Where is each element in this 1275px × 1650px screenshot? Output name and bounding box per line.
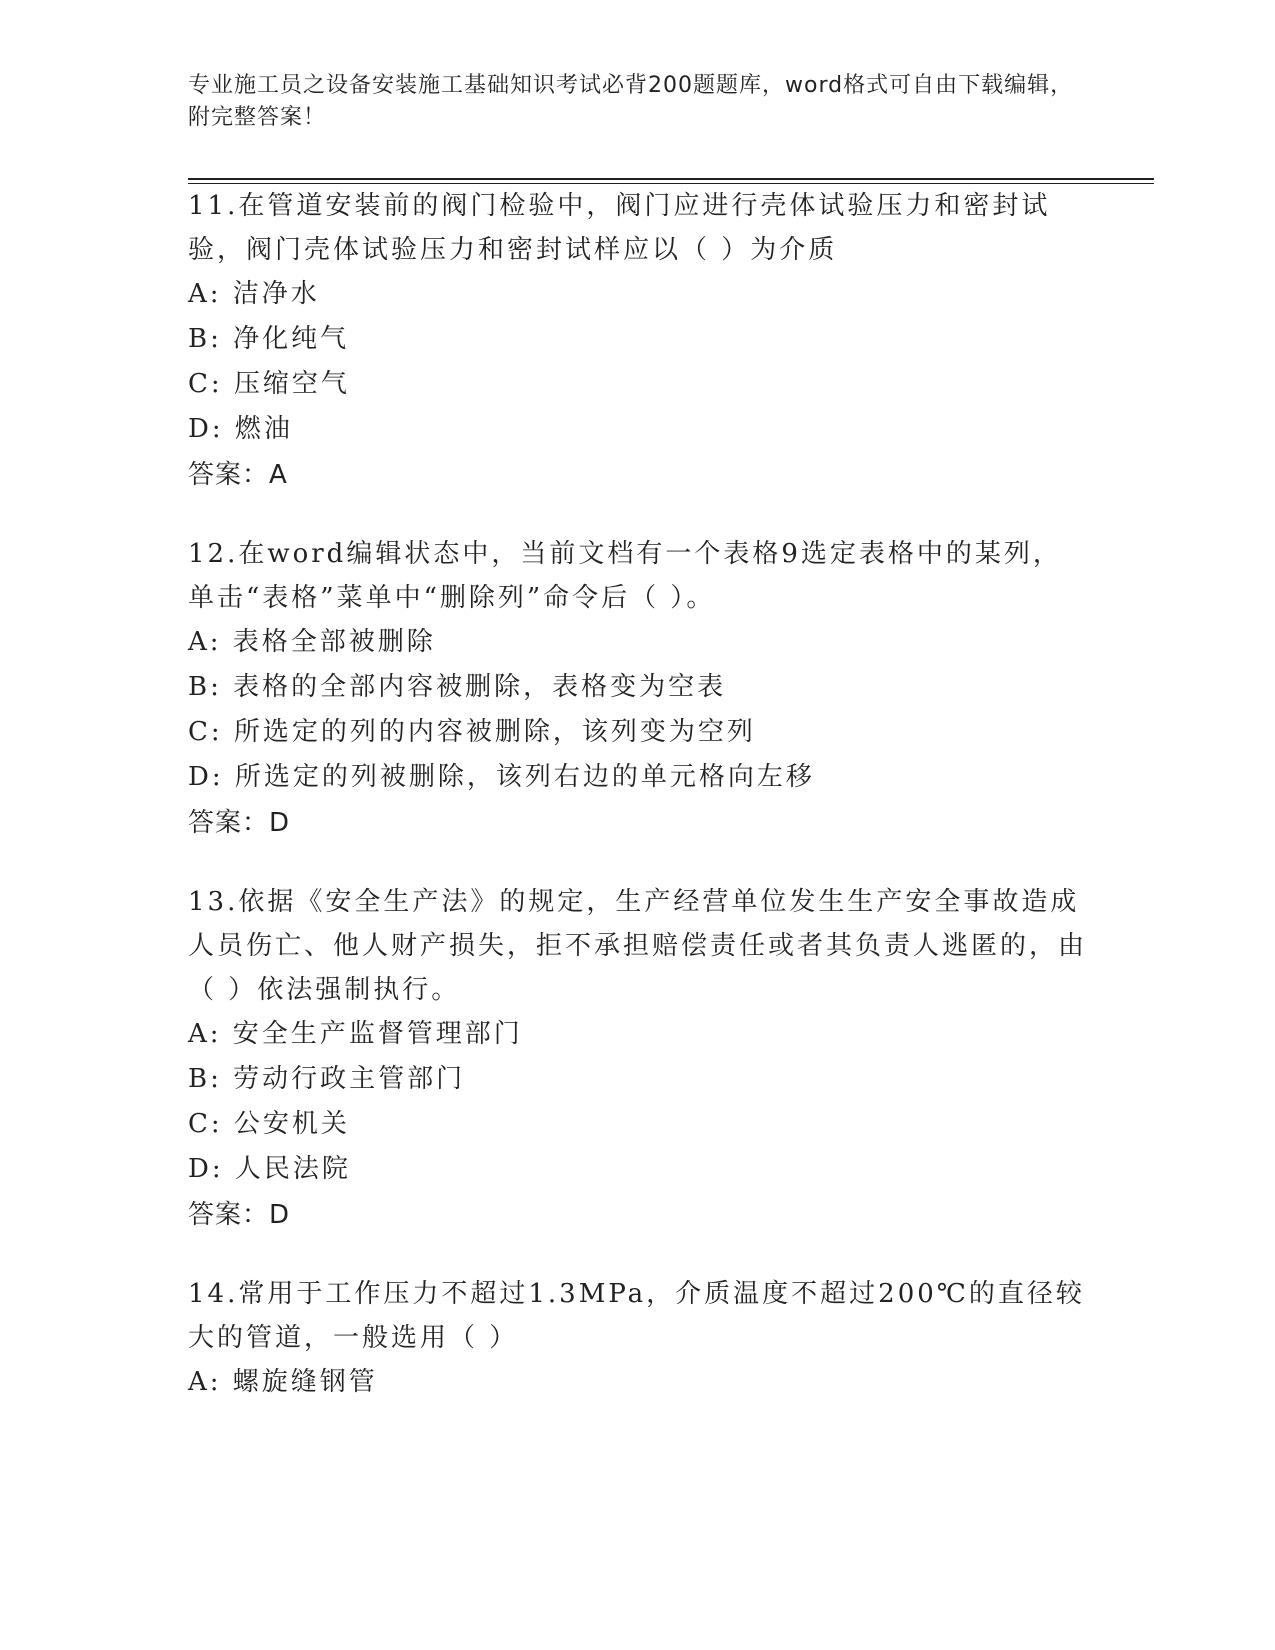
option-b: B: 净化纯气 [188,324,350,354]
question-13 [188,880,1088,1238]
option-d: D: 人民法院 [188,1154,351,1184]
option-a: A: 螺旋缝钢管 [188,1367,378,1397]
question-stem: 12.在word编辑状态中，当前文档有一个表格9选定表格中的某列，单击“表格”菜单中“删除列”命令后（ ）。 [188,539,1062,613]
question-14 [188,1272,1088,1405]
option-b: B: 表格的全部内容被删除，表格变为空表 [188,672,727,702]
option-a: A: 表格全部被删除 [188,627,436,657]
answer-text: 答案：D [188,808,291,838]
option-a: A: 洁净水 [188,279,320,309]
option-d: D: 燃油 [188,414,293,444]
document-header: 专业施工员之设备安装施工基础知识考试必背200题题库，word格式可自由下载编辑，附完整答案！ [188,73,1074,130]
option-d: D: 所选定的列被删除，该列右边的单元格向左移 [188,762,815,792]
question-11 [188,184,1088,498]
answer-text: 答案：D [188,1200,291,1230]
option-c: C: 公安机关 [188,1109,350,1139]
option-c: C: 压缩空气 [188,369,350,399]
question-stem: 13.依据《安全生产法》的规定，生产经营单位发生生产安全事故造成人员伤亡、他人财产损失，拒不承担赔偿责任或者其负责人逃匿的，由（ ）依法强制执行。 [188,887,1088,1005]
question-stem: 11.在管道安装前的阀门检验中，阀门应进行壳体试验压力和密封试验，阀门壳体试验压力和密封试样应以（ ）为介质 [188,191,1051,265]
option-c: C: 所选定的列的内容被删除，该列变为空列 [188,717,756,747]
option-a: A: 安全生产监督管理部门 [188,1019,523,1049]
answer-text: 答案：A [188,460,288,490]
question-12 [188,532,1088,846]
option-b: B: 劳动行政主管部门 [188,1064,466,1094]
question-stem: 14.常用于工作压力不超过1.3MPa，介质温度不超过200℃的直径较大的管道，一般选用（ ） [188,1279,1085,1353]
header-divider-thick [188,178,1154,180]
